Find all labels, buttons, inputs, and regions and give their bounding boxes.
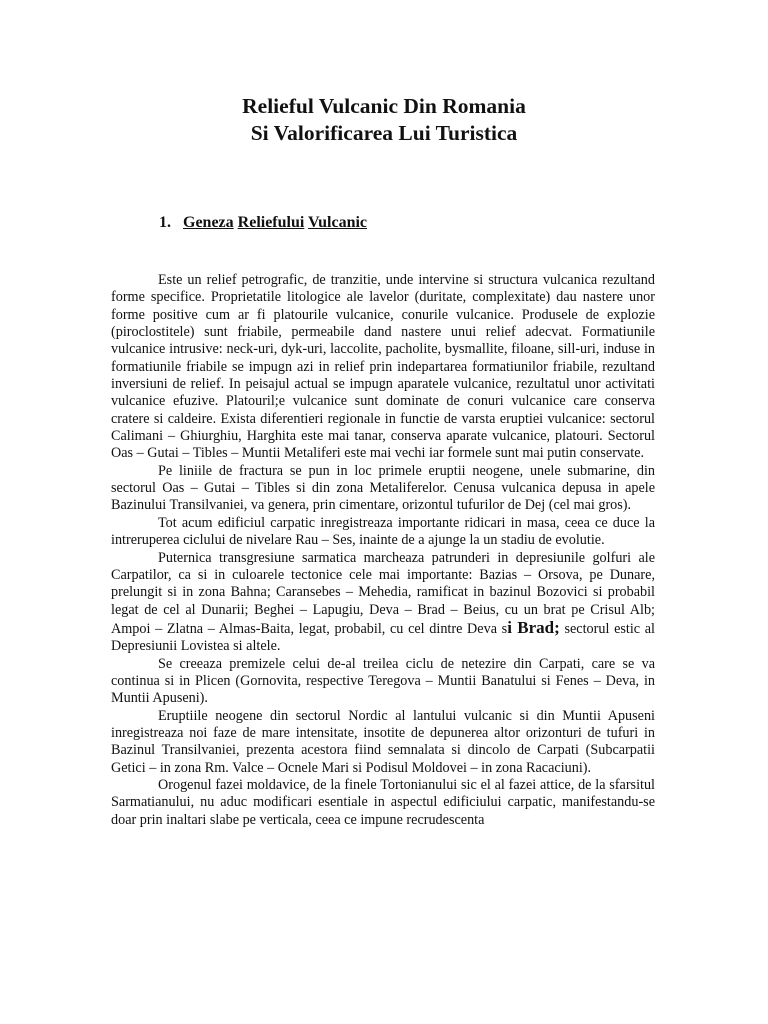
section-number: 1. (159, 214, 171, 231)
body-text (111, 272, 655, 829)
section-word-3: Vulcanic (308, 214, 368, 231)
section-word-1: Geneza (183, 214, 234, 231)
title-line-2: Si Valorificarea Lui Turistica (250, 121, 518, 145)
paragraph-1: Este un relief petrografic, de tranzitie, unde intervine si structura vulcanica rezultand forme specifice. Proprietatile litologice ale lavelor (duritate, complexitate) dau nastere unor forme positive cum ar fi platourile vulcanice, conurile vulcanice. Produsele de explozie (piroclostitele) sunt friabile, permeabile dand nastere unui relief adecvat. Formatiunile vulcanice intrusive: neck-uri, dyk-uri, laccolite, pacholite, bysmallite, filoane, sill-uri, induse in formatiunile friabile se impugn azi in relief prin indepartarea formatiunilor friabile, rezultand inversiuni de relief. In peisajul actual se impugn aparatele vulcanice, rezultatul unor activitati vulcanice efuzive. Platouril;e vulcanice sunt dominate de conuri vulcanice care conserva cratere si caldeire. Exista diferentieri regionale in functie de varsta eruptiei vulcanice: sectorul Calimani – Ghiurghiu, Harghita este mai tanar, conserva aparate vulcanice, platouri. Sectorul Oas – Gutai – Tibles – Muntii Metaliferi este mai vechi iar formele sunt mai putin conservate. (111, 272, 655, 462)
paragraph-6: Eruptiile neogene din sectorul Nordic al lantului vulcanic si din Muntii Apuseni inregistreaza noi faze de mare intensitate, insotite de depunerea altor orizonturi de tufuri in Bazinul Transilvaniei, prezenta acestora fiind semnalata si dincolo de Carpati (Subcarpatii Getici – in zona Rm. Valce – Ocnele Mari si Podisul Moldovei – in zona Racaciuni). (111, 707, 655, 776)
paragraph-7: Orogenul fazei moldavice, de la finele Tortonianului sic el al fazei attice, de la sfarsitul Sarmatianului, nu aduc modificari esentiale in aspectul edificiului carpatic, manifestandu-se doar prin inaltari slabe pe verticala, ceea ce impune recrudescenta (111, 776, 655, 828)
paragraph-4 (111, 550, 655, 656)
title-line-1: Relieful Vulcanic Din Romania (242, 94, 526, 118)
document-title (0, 93, 768, 147)
paragraph-3: Tot acum edificiul carpatic inregistreaza importante ridicari in masa, ceea ce duce la intreruperea ciclului de nivelare Rau – Ses, inainte de a ajunge la un stadiu de evolutie. (111, 514, 655, 549)
paragraph-2: Pe liniile de fractura se pun in loc primele eruptii neogene, unele submarine, din sectorul Oas – Gutai – Tibles si din zona Metaliferelor. Cenusa vulcanica depusa in apele Bazinului Transilvaniei, va genera, prin cimentare, orizontul tufurilor de Dej (cel mai gros). (111, 462, 655, 514)
paragraph-4-text: Puternica transgresiune sarmatica marcheaza patrunderi in depresiunile golfuri ale Carpatilor, ca si in culoarele tectonice cele mai importante: Bazias – Orsova, pe Dunare, prelungit si in zona Bahna; Caransebes – Mehedia, ramificat in bazinul Bozovici si probabil legat de cel al Dunarii; Beghei – Lapugiu, Deva – Brad – Beius, cu un brat pe Crisul Alb; Ampoi – Zlatna – Almas-Baita, legat, probabil, cu cel dintre Deva s (111, 549, 655, 637)
paragraph-5: Se creeaza premizele celui de-al treilea ciclu de netezire din Carpati, care se va continua si in Plicen (Gornovita, respective Teregova – Muntii Banatului si Fenes – Deva, in Muntii Apuseni). (111, 655, 655, 707)
section-word-2: Reliefului (237, 214, 305, 231)
paragraph-4-tail: sectorul estic al Depresiunii Lovistea si altele. (111, 620, 655, 655)
section-heading (159, 212, 367, 234)
paragraph-4-highlight: i Brad; (507, 617, 560, 637)
